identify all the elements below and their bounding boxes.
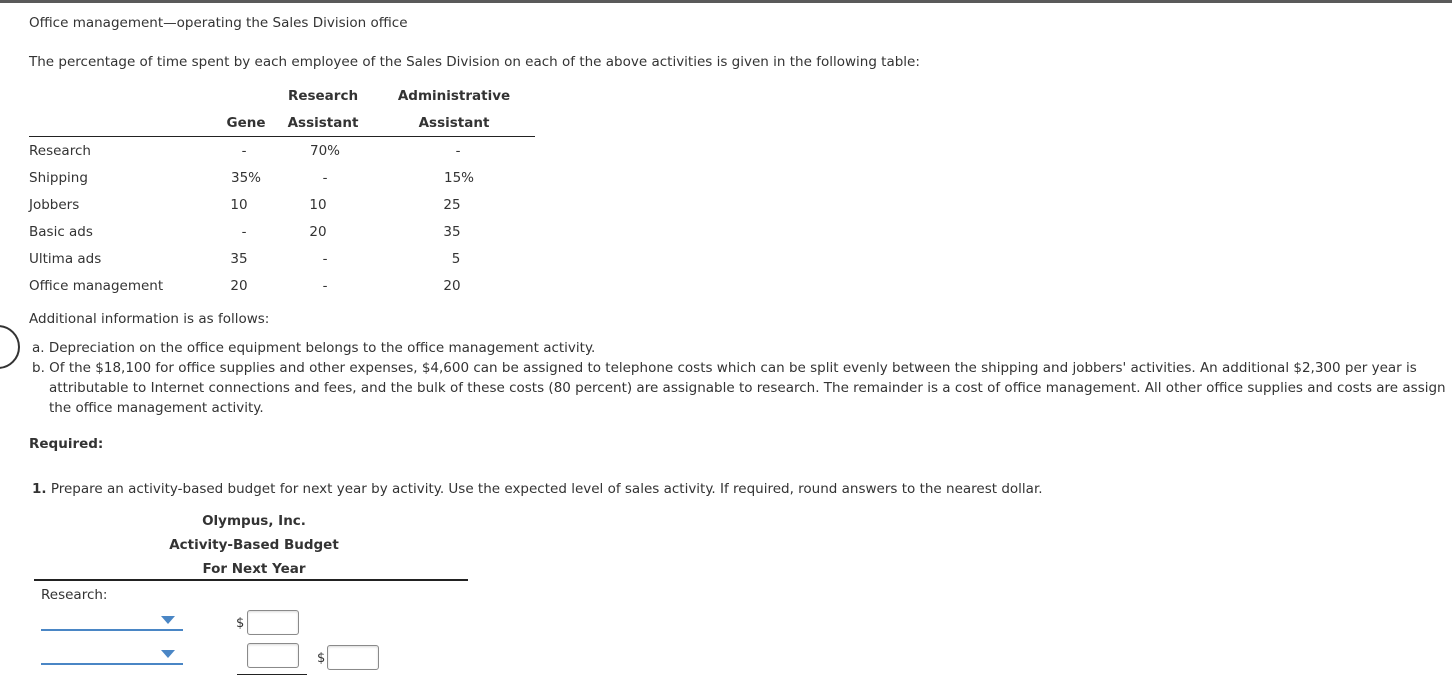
table-header-rule [29, 136, 535, 137]
table-cell: 35 [230, 251, 248, 267]
row-label-research: Research [29, 143, 91, 159]
row-label-shipping: Shipping [29, 170, 88, 186]
research-amount-input-2[interactable] [247, 643, 299, 668]
additional-item-b-line1: b. Of the $18,100 for office supplies and other expenses, $4,600 can be assigned to telephone costs which can be split evenly between the shipping and jobbers' activities. An additional $2,300 per year is [32, 360, 1417, 376]
table-cell: 70% [309, 143, 340, 159]
chevron-down-icon [161, 616, 175, 624]
col-header-gene: Gene [226, 115, 266, 131]
research-item-select-1[interactable] [41, 612, 183, 631]
question-1-number: 1. [32, 481, 47, 497]
table-cell: 35% [230, 170, 261, 186]
col-header-research-line1: Research [287, 88, 359, 104]
page-title: Office management—operating the Sales Division office [29, 15, 408, 31]
budget-section-research: Research: [41, 587, 108, 603]
top-border [0, 0, 1452, 3]
research-amount-input-1[interactable] [247, 610, 299, 635]
table-cell: - [241, 224, 247, 240]
subtotal-rule [237, 674, 307, 675]
row-label-basic-ads: Basic ads [29, 224, 93, 240]
table-cell: - [322, 170, 328, 186]
budget-title: Activity-Based Budget [169, 537, 339, 553]
col-header-admin-line1: Administrative [397, 88, 511, 104]
row-label-ultima-ads: Ultima ads [29, 251, 102, 267]
table-cell: 20 [309, 224, 327, 240]
table-cell: - [322, 251, 328, 267]
budget-period: For Next Year [202, 561, 306, 577]
table-cell: - [241, 143, 247, 159]
additional-item-b-line3: the office management activity. [49, 400, 264, 416]
table-cell: - [455, 143, 461, 159]
table-cell: 25 [443, 197, 461, 213]
step-circle-marker [0, 325, 20, 369]
col-header-research-line2: Assistant [287, 115, 359, 131]
research-total-input[interactable] [327, 645, 379, 670]
currency-symbol-total: $ [317, 651, 326, 666]
table-cell: 10 [230, 197, 248, 213]
additional-info-heading: Additional information is as follows: [29, 311, 270, 327]
row-label-office-management: Office management [29, 278, 164, 294]
row-label-jobbers: Jobbers [29, 197, 80, 213]
question-1-text: Prepare an activity-based budget for next year by activity. Use the expected level of sales activity. If required, round answers to the nearest dollar. [46, 481, 1043, 497]
required-label: Required: [29, 436, 104, 452]
research-item-select-2[interactable] [41, 646, 183, 665]
currency-symbol: $ [236, 616, 245, 631]
chevron-down-icon [161, 650, 175, 658]
table-cell: - [322, 278, 328, 294]
table-cell: 20 [230, 278, 248, 294]
table-cell: 10 [309, 197, 327, 213]
col-header-admin-line2: Assistant [418, 115, 490, 131]
table-cell: 5 [451, 251, 461, 267]
question-1 [32, 481, 1043, 497]
table-cell: 35 [443, 224, 461, 240]
additional-item-b-line2: attributable to Internet connections and fees, and the bulk of these costs (80 percent) are assignable to research. The remainder is a cost of office management. All other office supplies and costs are assign [49, 380, 1446, 396]
budget-company-name: Olympus, Inc. [202, 513, 306, 529]
table-cell: 15% [443, 170, 474, 186]
budget-header-rule [34, 579, 468, 581]
additional-item-a: a. Depreciation on the office equipment belongs to the office management activity. [32, 340, 596, 356]
table-cell: 20 [443, 278, 461, 294]
intro-sentence: The percentage of time spent by each employee of the Sales Division on each of the above activities is given in the following table: [29, 54, 920, 70]
